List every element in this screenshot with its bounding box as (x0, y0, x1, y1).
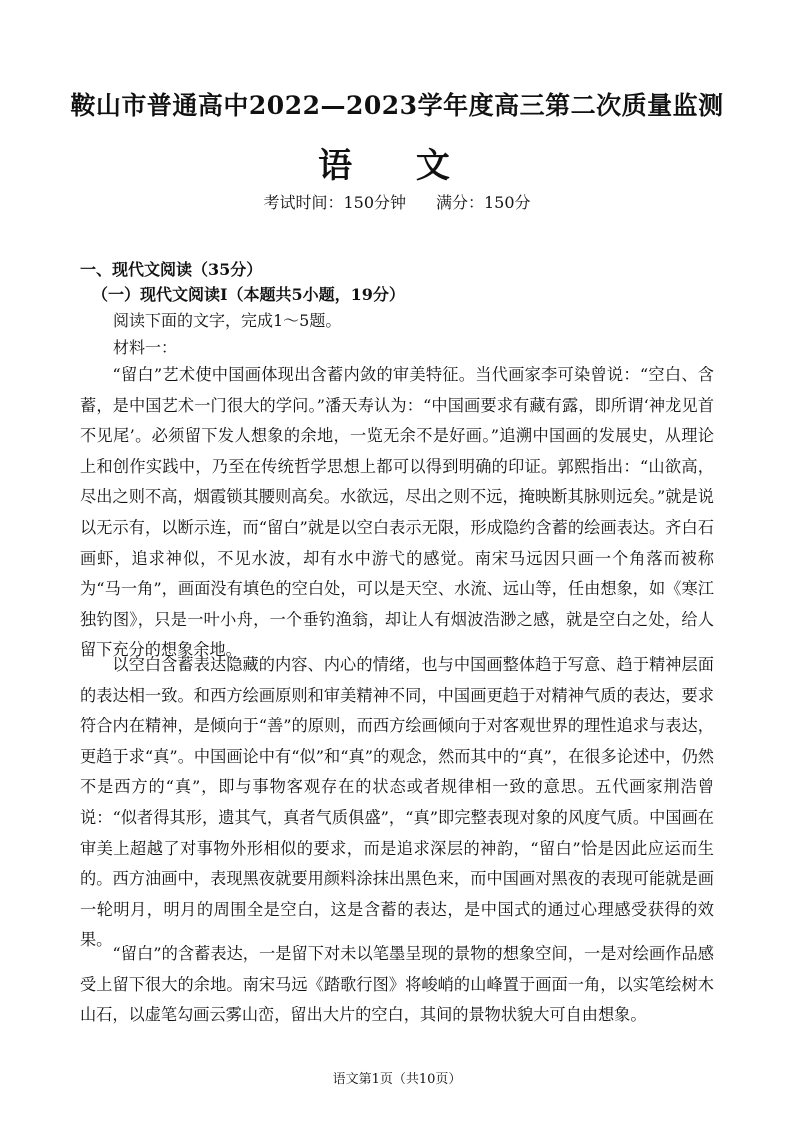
reading-instruction: 阅读下面的文字，完成1～5题。 (113, 311, 342, 330)
paragraph: “留白”艺术使中国画体现出含蓄内敛的审美特征。当代画家李可染曾说：“空白、含蓄，是中国艺术一门很大的学问。”潘天寿认为：“中国画要求有藏有露，即所谓‘神龙见首不见尾’。必须留下发人想象的余地，一览无余不是好画。”追溯中国画的发展史，从理论上和创作实践中，乃至在传统哲学思想上都可以得到明确的印证。郭熙指出：“山欲高，尽出之则不高，烟霞锁其腰则高矣。水欲远，尽出之则不远，掩映断其脉则远矣。”就是说以无示有，以断示连，而“留白”就是以空白表示无限，形成隐约含蓄的绘画表达。齐白石画虾，追求神似，不见水波，却有水中游弋的感觉。南宋马远因只画一个角落而被称为“马一角”，画面没有填色的空白处，可以是天空、水流、远山等，任由想象，如《寒江独钓图》，只是一叶小舟，一个垂钓渔翁，却让人有烟波浩渺之感，就是空白之处，给人留下充分的想象余地。 (80, 365, 714, 660)
subsection-heading: （一）现代文阅读Ⅰ（本题共5小题，19分） (92, 285, 405, 304)
paragraph: “留白”的含蓄表达，一是留下对未以笔墨呈现的景物的想象空间，一是对绘画作品感受上留下很大的余地。南宋马远《踏歌行图》将峻峭的山峰置于画面一角，以实笔绘树木山石，以虚笔勾画云雾山峦，留出大片的空白，其间的景物状貌大可自由想象。 (80, 944, 714, 1025)
paragraph: 以空白含蓄表达隐藏的内容、内心的情绪，也与中国画整体趋于写意、趋于精神层面的表达相一致。和西方绘画原则和审美精神不同，中国画更趋于对精神气质的表达，要求符合内在精神，是倾向于“善”的原则，而西方绘画倾向于对客观世界的理性追求与表达，更趋于求“真”。中国画论中有“似”和“真”的观念，然而其中的“真”，在很多论述中，仍然不是西方的“真”，即与事物客观存在的状态或者规律相一致的意思。五代画家荆浩曾说：“似者得其形，遗其气，真者气质俱盛”，“真”即完整表现对象的风度气质。中国画在审美上超越了对事物外形相似的要求，而是追求深层的神韵，“留白”恰是因此应运而生的。西方油画中，表现黑夜就要用颜料涂抹出黑色来，而中国画对黑夜的表现可能就是画一轮明月，明月的周围全是空白，这是含蓄的表达，是中国式的通过心理感受获得的效果。 (80, 655, 714, 950)
section-heading: 一、现代文阅读（35分） (80, 260, 263, 279)
exam-title: 鞍山市普通高中2022—2023学年度高三第二次质量监测 (70, 91, 724, 120)
subject-title: 语 文 (318, 146, 476, 186)
full-score: 满分：150分 (436, 193, 531, 212)
exam-time: 考试时间：150分钟 (263, 193, 406, 212)
material-label: 材料一： (113, 338, 178, 357)
page-footer: 语文第1页（共10页） (332, 1072, 462, 1087)
exam-info (0, 190, 794, 213)
